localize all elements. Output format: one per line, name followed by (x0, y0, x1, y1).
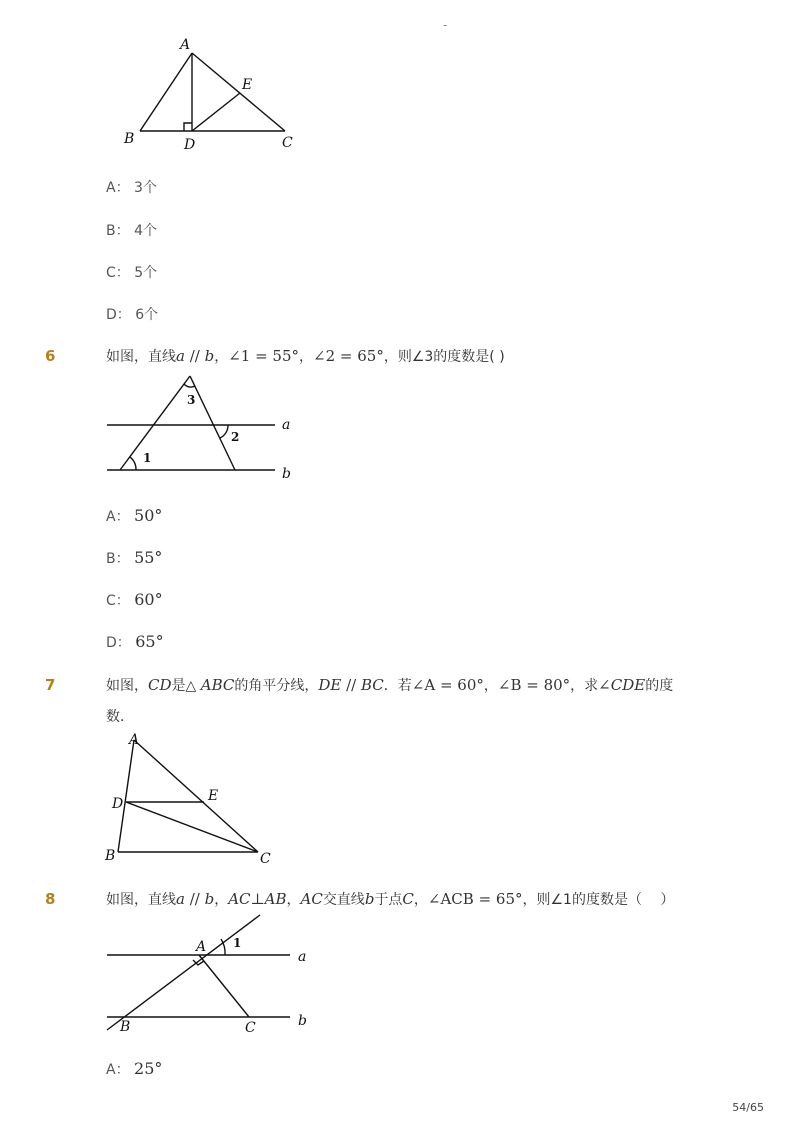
q6-angle-2-arc (220, 425, 228, 438)
q6-label-3: 3 (187, 393, 196, 407)
q7-text: 如图，CD是△ ABC的角平分线，DE // BC．若∠A = 60°，∠B = 80°，求∠CDE的度 (106, 676, 674, 694)
q5-line-de (192, 93, 240, 131)
q5-option-d[interactable]: D： 6个 (106, 307, 159, 323)
q5-line-ab (140, 53, 192, 131)
q8-number: 8 (45, 890, 56, 908)
q5-label-a: A (180, 37, 191, 53)
q5-label-b: B (124, 131, 135, 147)
q6-option-c[interactable]: C： 60° (106, 590, 163, 609)
q7-label-a: A (129, 732, 140, 748)
q7-number: 7 (45, 676, 56, 694)
q6-number: 6 (45, 347, 56, 365)
q7-figure (100, 728, 285, 868)
q6-side-right (190, 376, 235, 470)
q8-line-through-a-b (107, 915, 260, 1030)
q6-figure (100, 370, 300, 485)
q6-label-a: a (282, 417, 291, 433)
q8-option-a[interactable]: A： 25° (106, 1059, 163, 1078)
q5-label-d: D (184, 137, 196, 153)
q7-label-c: C (260, 851, 271, 867)
q7-label-b: B (105, 848, 116, 864)
q5-right-angle-mark (184, 123, 192, 131)
q6-side-left (120, 376, 190, 470)
q5-figure (110, 30, 310, 160)
q6-option-d[interactable]: D： 65° (106, 632, 164, 651)
q8-label-b: B (120, 1019, 131, 1035)
q5-label-e: E (242, 77, 253, 93)
q8-text: 如图，直线a // b，AC⊥AB，AC交直线b于点C，∠ACB = 65°，则∠1的度数是（ ） (106, 890, 675, 908)
q7-label-d: D (112, 796, 124, 812)
q6-option-a[interactable]: A： 50° (106, 506, 163, 525)
q7-segment-dc (126, 802, 258, 852)
q8-label-line-b: b (298, 1013, 307, 1029)
q8-label-line-a: a (298, 949, 307, 965)
q6-label-b: b (282, 466, 291, 482)
q8-label-1: 1 (233, 936, 242, 950)
q8-segment-ac (199, 955, 249, 1017)
q6-label-1: 1 (143, 451, 152, 465)
q6-option-b[interactable]: B： 55° (106, 548, 163, 567)
q6-text: 如图，直线a // b，∠1 = 55°，∠2 = 65°，则∠3的度数是( ) (106, 347, 505, 365)
q7-side-ac (134, 740, 258, 852)
header-mark: - (443, 18, 448, 32)
q5-option-b[interactable]: B： 4个 (106, 223, 157, 239)
q8-label-c: C (245, 1020, 256, 1036)
q7-text-line2: 数． (106, 709, 134, 725)
q6-angle-1-arc (130, 457, 136, 470)
q8-label-a: A (196, 939, 207, 955)
q6-label-2: 2 (231, 430, 240, 444)
page-number: 54/65 (732, 1101, 764, 1114)
q5-label-c: C (282, 135, 293, 151)
q7-label-e: E (208, 788, 219, 804)
q8-figure (100, 910, 320, 1040)
q5-option-c[interactable]: C： 5个 (106, 265, 158, 281)
q5-option-a[interactable]: A： 3个 (106, 180, 157, 196)
